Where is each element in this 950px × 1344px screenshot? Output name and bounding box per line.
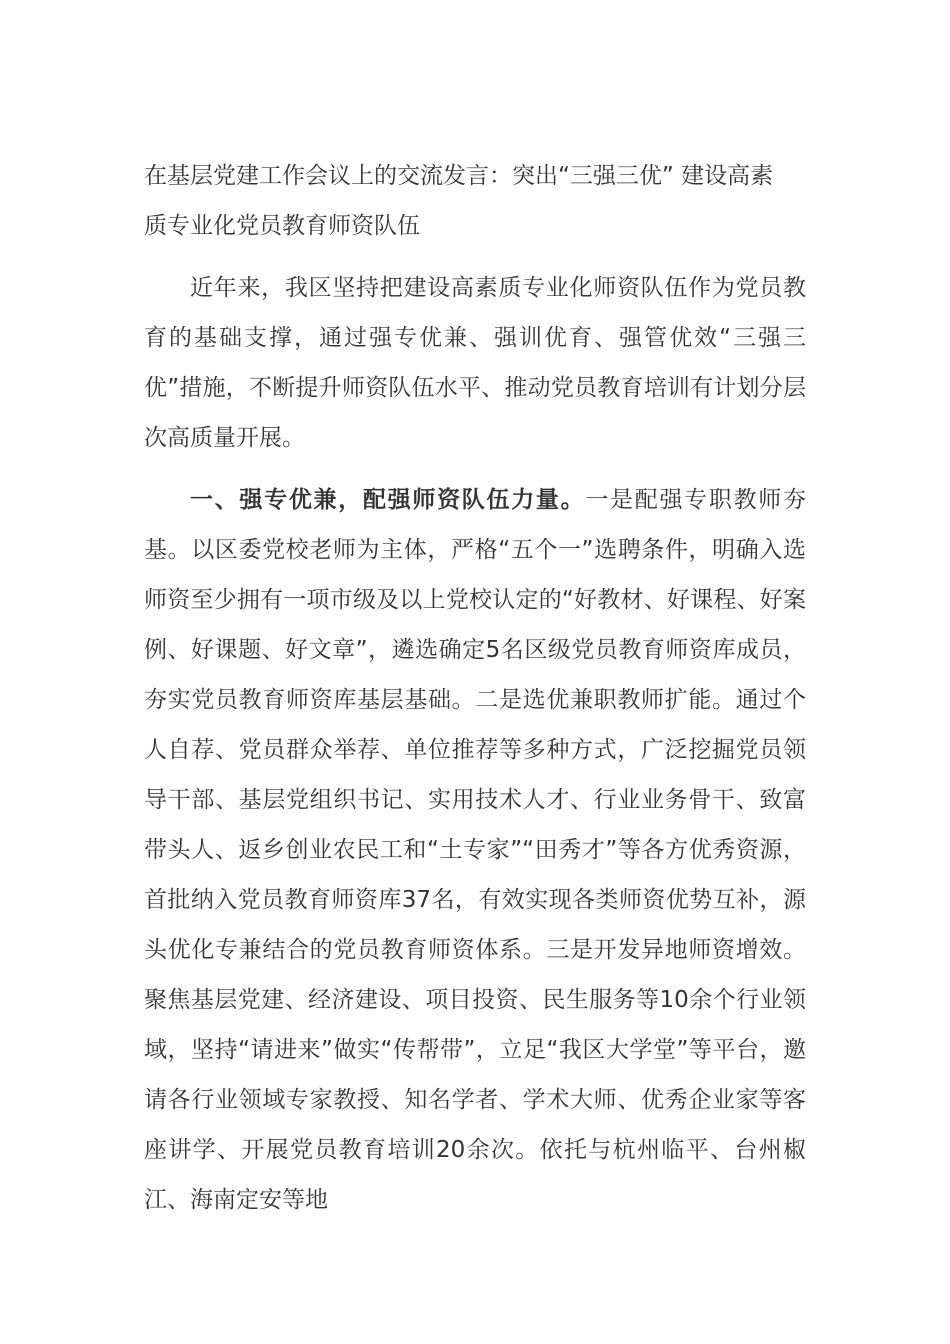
document-body [144,151,806,1225]
section-1-paragraph [144,475,806,1225]
section-1-heading: 一、强专优兼，配强师资队伍力量。 [190,487,586,513]
document-title: 在基层党建工作会议上的交流发言：突出“三强三优” 建设高素质专业化党员教育师资队伍 [144,163,774,239]
section-1-body: 一是配强专职教师夯基。以区委党校老师为主体，严格“五个一”选聘条件，明确入选师资至少拥有一项市级及以上党校认定的“好教材、好课程、好案例、好课题、好文章”，遴选确定5名区级党员教育师资库成员，夯实党员教育师资库基层基础。二是选优兼职教师扩能。通过个人自荐、党员群众举荐、单位推荐等多种方式，广泛挖掘党员领导干部、基层党组织书记、实用技术人才、行业业务骨干、致富带头人、返乡创业农民工和“土专家”“田秀才”等各方优秀资源，首批纳入党员教育师资库37名，有效实现各类师资优势互补，源头优化专兼结合的党员教育师资体系。三是开发异地师资增效。聚焦基层党建、经济建设、项目投资、民生服务等10余个行业领域，坚持“请进来”做实“传帮带”，立足“我区大学堂”等平台，邀请各行业领域专家教授、知名学者、学术大师、优秀企业家等客座讲学、开展党员教育培训20余次。依托与杭州临平、台州椒江、海南定安等地 [144,487,807,1213]
intro-paragraph: 近年来，我区坚持把建设高素质专业化师资队伍作为党员教育的基础支撑，通过强专优兼、强训优育、强管优效“三强三优”措施，不断提升师资队伍水平、推动党员教育培训有计划分层次高质量开展。 [144,275,806,451]
